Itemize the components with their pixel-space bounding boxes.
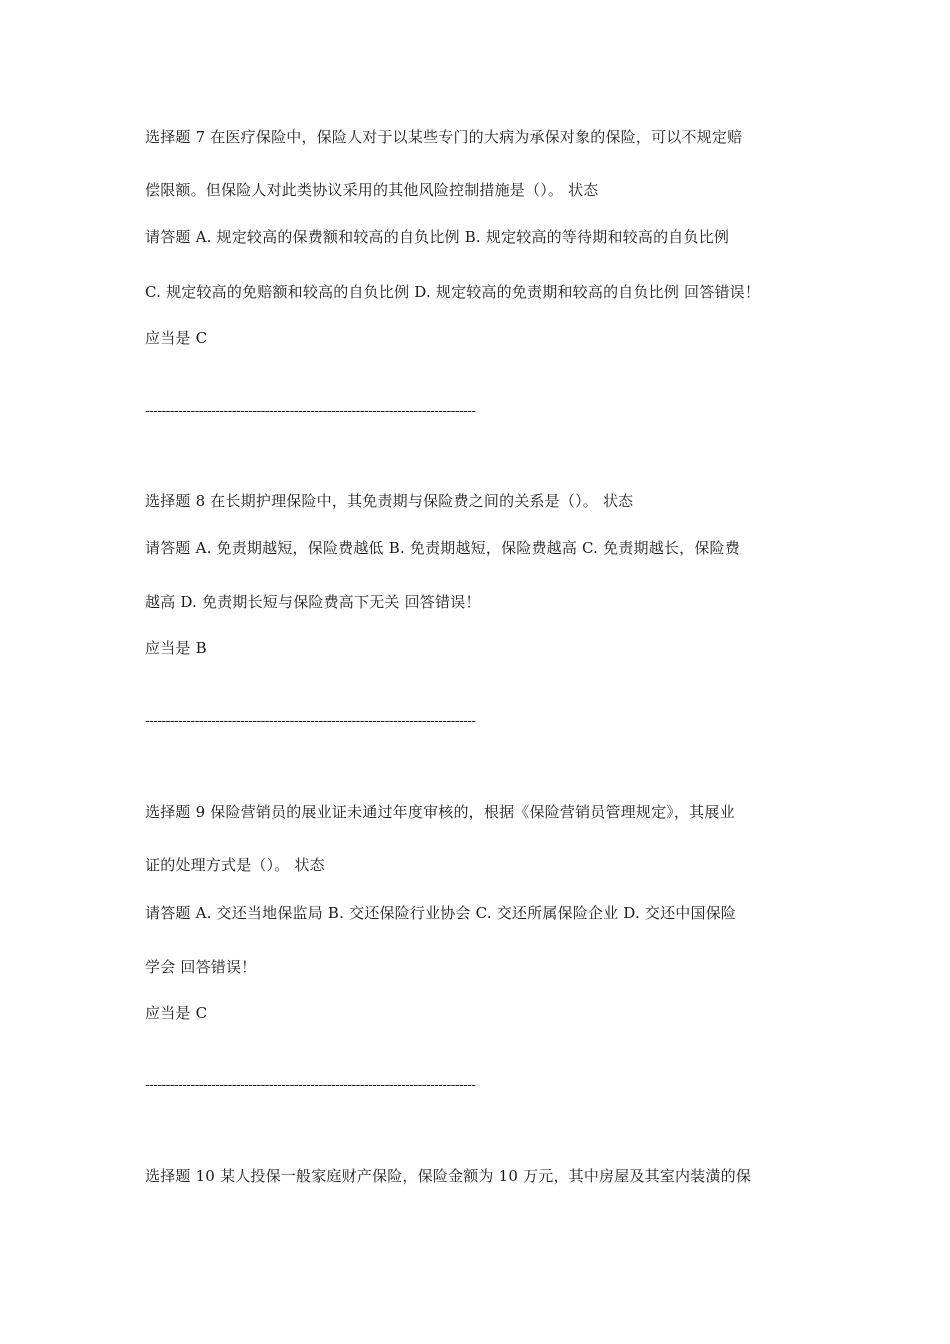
- question-8-options-line-2: 越高 D. 免责期长短与保险费高下无关 回答错误！: [145, 593, 481, 611]
- question-9-line-1: 选择题 9 保险营销员的展业证未通过年度审核的，根据《保险营销员管理规定》，其展业: [145, 803, 735, 821]
- question-7-line-2: 偿限额。但保险人对此类协议采用的其他风险控制措施是（）。 状态: [145, 181, 599, 199]
- question-9-answer: 应当是 C: [145, 1004, 208, 1022]
- question-9-line-2: 证的处理方式是（）。 状态: [145, 856, 325, 874]
- question-8-options-line-1: 请答题 A. 免责期越短，保险费越低 B. 免责期越短，保险费越高 C. 免责期越长，保险费: [145, 539, 740, 557]
- question-9-options-line-2: 学会 回答错误！: [145, 958, 257, 976]
- question-7-line-1: 选择题 7 在医疗保险中，保险人对于以某些专门的大病为承保对象的保险，可以不规定赔: [145, 128, 743, 146]
- question-7-options-line-1: 请答题 A. 规定较高的保费额和较高的自负比例 B. 规定较高的等待期和较高的自负比例: [145, 228, 730, 246]
- separator-1: --------------------------------------------------------------------------------: [145, 403, 476, 419]
- separator-2: --------------------------------------------------------------------------------: [145, 713, 476, 729]
- question-9-options-line-1: 请答题 A. 交还当地保监局 B. 交还保险行业协会 C. 交还所属保险企业 D. 交还中国保险: [145, 904, 737, 922]
- question-10-line-1: 选择题 10 某人投保一般家庭财产保险，保险金额为 10 万元，其中房屋及其室内装潢的保: [145, 1167, 752, 1185]
- question-8-line-1: 选择题 8 在长期护理保险中，其免责期与保险费之间的关系是（）。 状态: [145, 492, 634, 510]
- question-7-answer: 应当是 C: [145, 329, 208, 347]
- separator-3: --------------------------------------------------------------------------------: [145, 1077, 476, 1093]
- question-8-answer: 应当是 B: [145, 639, 207, 657]
- question-7-options-line-2: C. 规定较高的免赔额和较高的自负比例 D. 规定较高的免责期和较高的自负比例 回答错误！: [145, 283, 761, 301]
